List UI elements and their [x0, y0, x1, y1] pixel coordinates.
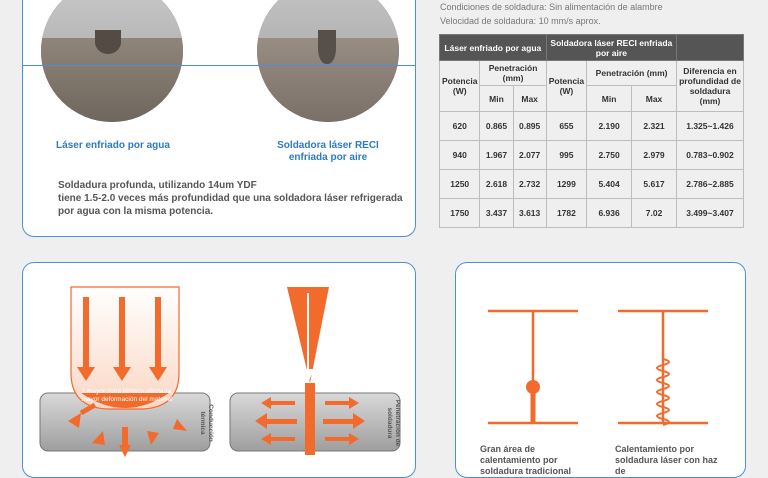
table-row [440, 170, 744, 199]
table-cell: 6.936 [587, 199, 632, 228]
air-cooled-weld-photo [257, 0, 399, 122]
conditions-line-2: Velocidad de soldadura: 10 mm/s aprox. [440, 16, 601, 26]
table-row [440, 141, 744, 170]
table-cell: 3.499~3.407 [677, 199, 744, 228]
group-water-header: Láser enfriado por agua [440, 35, 547, 61]
table-cell: 995 [546, 141, 586, 170]
label-laser-heating: Calentamiento por soldadura láser con haz de [615, 444, 718, 476]
table-cell: 620 [440, 112, 480, 141]
min-header: Min [587, 86, 632, 112]
table-cell: 2.190 [587, 112, 632, 141]
table-cell: 940 [440, 141, 480, 170]
table-cell: 0.783~0.902 [677, 141, 744, 170]
conduction-label: Conducción térmica [199, 404, 214, 442]
water-cooled-weld-photo [41, 0, 183, 122]
penetration-header-water: Penetración (mm) [480, 61, 546, 86]
welding-conditions [440, 0, 663, 28]
table-cell: 655 [546, 112, 586, 141]
table-cell: 2.732 [513, 170, 546, 199]
penetration-table [439, 34, 744, 228]
power-header-water: Potencia (W) [440, 61, 480, 112]
label-traditional-heating: Gran área de calentamiento por soldadura tradicional [480, 444, 572, 476]
max-header: Max [632, 86, 677, 112]
table-cell: 2.077 [513, 141, 546, 170]
table-cell: 3.437 [480, 199, 513, 228]
group-air-header: Soldadora láser RECI enfriada por aire [546, 35, 676, 61]
caption-water-cooled: Láser enfriado por agua [56, 140, 170, 151]
table-cell: 1782 [546, 199, 586, 228]
description-body: tiene 1.5-2.0 veces más profundidad que una soldadora láser refrigerada por agua con la misma potencia. [58, 193, 403, 217]
table-cell: 3.613 [513, 199, 546, 228]
conditions-line-1: Condiciones de soldadura: Sin alimentación de alambre [440, 2, 663, 12]
table-row [440, 112, 744, 141]
table-cell: 5.404 [587, 170, 632, 199]
description-title: Soldadura profunda, utilizando 14um YDF [58, 180, 257, 191]
table-cell: 1.967 [480, 141, 513, 170]
table-cell: 1299 [546, 170, 586, 199]
max-header: Max [513, 86, 546, 112]
table-cell: 2.321 [632, 112, 677, 141]
penetration-header-air: Penetración (mm) [587, 61, 677, 86]
min-header: Min [480, 86, 513, 112]
table-cell: 0.895 [513, 112, 546, 141]
table-cell: 7.02 [632, 199, 677, 228]
table-cell: 1.325~1.426 [677, 112, 744, 141]
heat-conduction-panel [22, 262, 416, 478]
difference-header: Diferencia en profundidad de soldadura (mm) [677, 61, 744, 112]
table-row [440, 199, 744, 228]
empty-header [677, 35, 744, 61]
caption-air-cooled: Soldadora láser RECI enfriada por aire [277, 140, 379, 163]
table-cell: 0.865 [480, 112, 513, 141]
table-cell: 2.786~2.885 [677, 170, 744, 199]
weld-comparison-panel [22, 0, 416, 237]
conduction-diagram [23, 263, 415, 477]
table-cell: 2.979 [632, 141, 677, 170]
heating-area-panel [455, 262, 746, 478]
thermal-zone-text: A mayor zona térmica afectada, mayor deformación del material [81, 388, 173, 403]
table-cell: 2.750 [587, 141, 632, 170]
penetration-label: Penetración de soldadura [386, 399, 401, 447]
table-cell: 1750 [440, 199, 480, 228]
table-cell: 1250 [440, 170, 480, 199]
baseline-divider [23, 65, 415, 66]
table-cell: 5.617 [632, 170, 677, 199]
power-header-air: Potencia (W) [546, 61, 586, 112]
table-cell: 2.618 [480, 170, 513, 199]
